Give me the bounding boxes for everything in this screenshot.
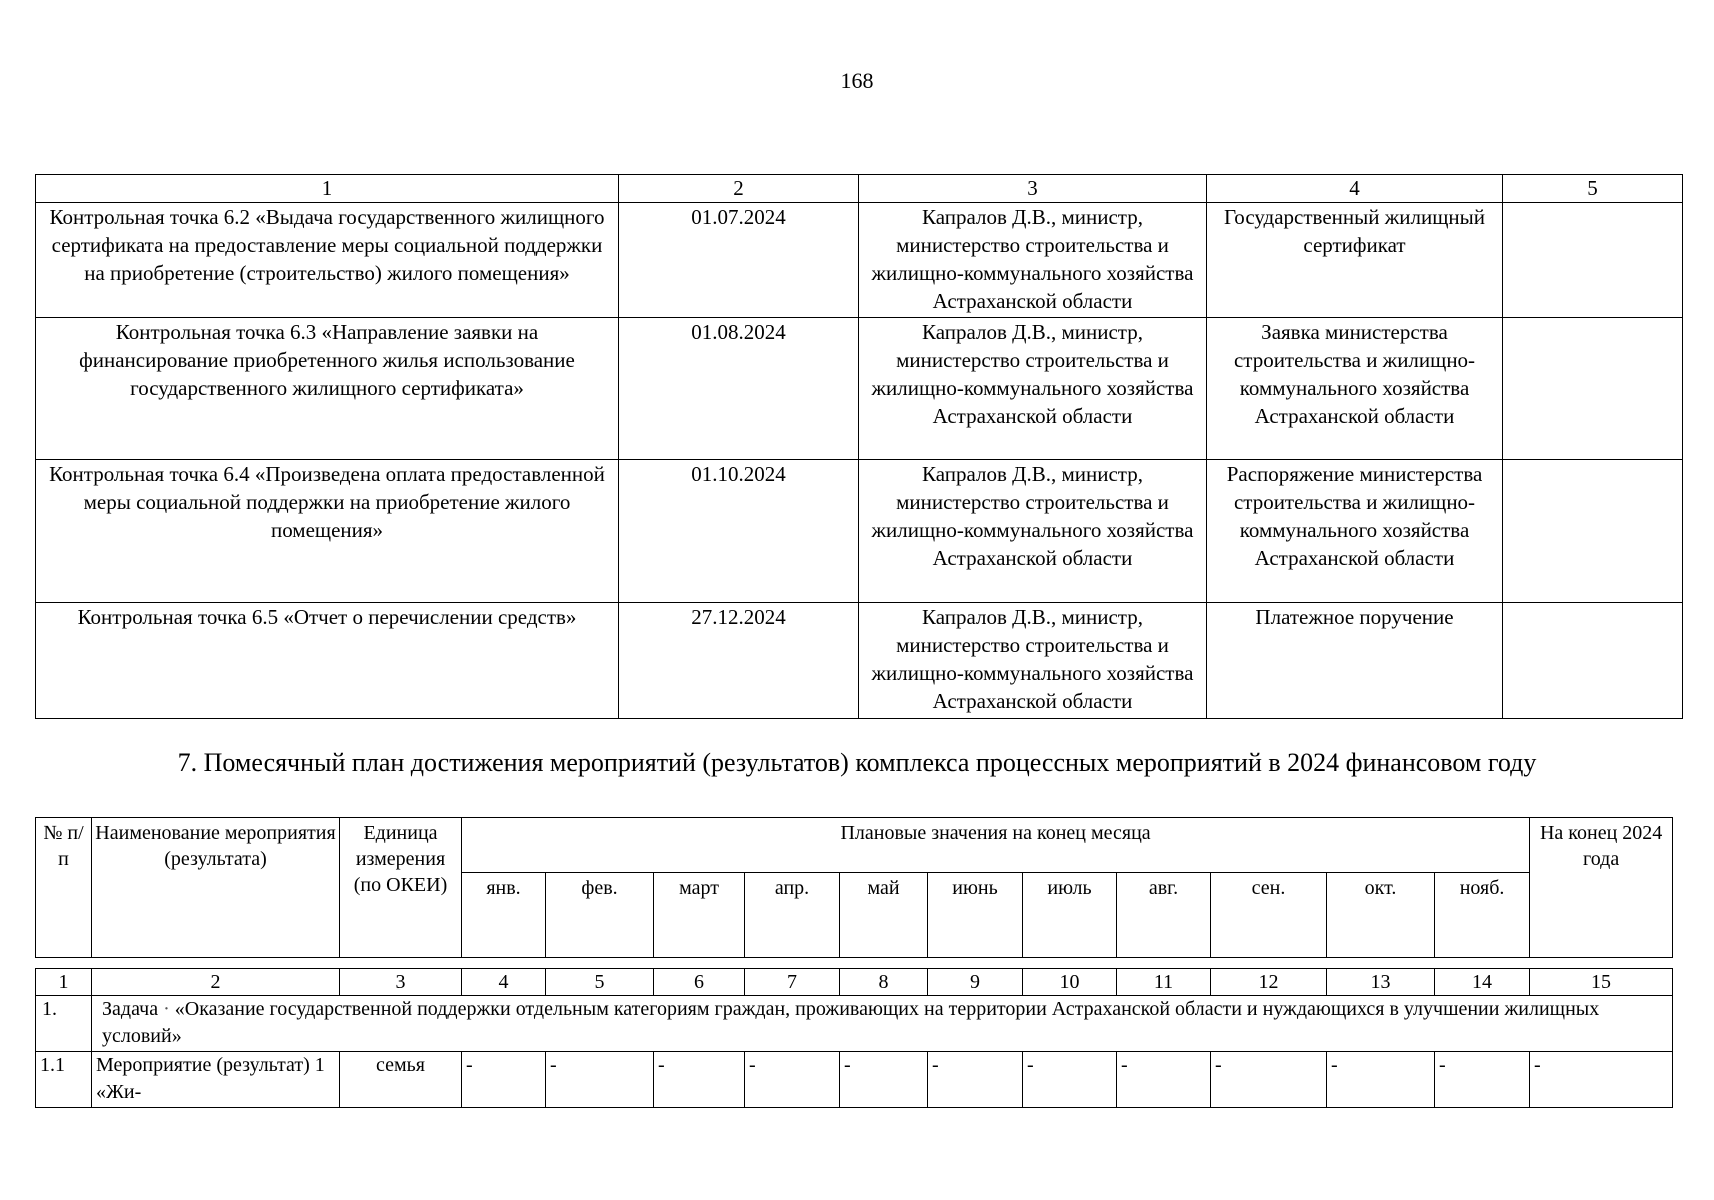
- header-cell: 1: [36, 175, 619, 203]
- page-number: 168: [840, 68, 874, 93]
- monthly-plan-body-table: [35, 968, 1673, 1108]
- column-number: 7: [745, 969, 840, 996]
- column-number: 10: [1023, 969, 1117, 996]
- col-unit-header: Единица измерения (по ОКЕИ): [340, 818, 462, 958]
- control-points-table: [35, 174, 1683, 719]
- header-cell: 4: [1207, 175, 1503, 203]
- activity-number: 1.1: [36, 1052, 92, 1108]
- month-header: авг.: [1117, 873, 1211, 958]
- month-header: нояб.: [1435, 873, 1530, 958]
- column-number: 3: [340, 969, 462, 996]
- month-header: март: [654, 873, 745, 958]
- control-point-document: Платежное поручение: [1207, 603, 1503, 719]
- month-header: май: [840, 873, 928, 958]
- table-row: [36, 203, 1683, 318]
- activity-value: -: [462, 1052, 546, 1108]
- control-point-col5: [1503, 203, 1683, 318]
- column-number: 1: [36, 969, 92, 996]
- column-number: 5: [546, 969, 654, 996]
- col-name-header: Наименование мероприятия (результата): [92, 818, 340, 958]
- control-point-date: 01.08.2024: [619, 318, 859, 460]
- column-number: 12: [1211, 969, 1327, 996]
- control-point-date: 01.10.2024: [619, 460, 859, 603]
- activity-value: -: [546, 1052, 654, 1108]
- control-point-date: 27.12.2024: [619, 603, 859, 719]
- column-number: 13: [1327, 969, 1435, 996]
- activity-value: -: [654, 1052, 745, 1108]
- control-point-name: Контрольная точка 6.4 «Произведена оплата предоставленной меры социальной поддержки на приобретение жилого помещения»: [36, 460, 619, 603]
- activity-value: -: [1211, 1052, 1327, 1108]
- month-header: фев.: [546, 873, 654, 958]
- table-row: [36, 603, 1683, 719]
- plan-header-top-row: [36, 818, 1673, 873]
- month-header: апр.: [745, 873, 840, 958]
- task-number: 1.: [36, 996, 92, 1052]
- control-point-responsible: Капралов Д.В., министр, министерство строительства и жилищно-коммунального хозяйства Астраханской области: [859, 203, 1207, 318]
- control-point-name: Контрольная точка 6.3 «Направление заявки на финансирование приобретенного жилья использование государственного жилищного сертификата»: [36, 318, 619, 460]
- activity-name: Мероприятие (результат) 1 «Жи-: [92, 1052, 340, 1108]
- header-cell: 5: [1503, 175, 1683, 203]
- task-row: [36, 996, 1673, 1052]
- activity-value: -: [745, 1052, 840, 1108]
- task-label: Задача: [102, 998, 159, 1020]
- activity-value: -: [1117, 1052, 1211, 1108]
- control-point-responsible: Капралов Д.В., министр, министерство строительства и жилищно-коммунального хозяйства Астраханской области: [859, 603, 1207, 719]
- month-header: янв.: [462, 873, 546, 958]
- col-planned-header: Плановые значения на конец месяца: [462, 818, 1530, 873]
- activity-value: -: [840, 1052, 928, 1108]
- column-number: 9: [928, 969, 1023, 996]
- section-heading: 7. Помесячный план достижения мероприятий (результатов) комплекса процессных мероприятий в 2024 финансовом году: [177, 748, 1537, 777]
- activity-value: -: [1435, 1052, 1530, 1108]
- activity-value: -: [1327, 1052, 1435, 1108]
- column-numbers-row: [36, 969, 1673, 996]
- control-point-col5: [1503, 460, 1683, 603]
- control-point-name: Контрольная точка 6.5 «Отчет о перечислении средств»: [36, 603, 619, 719]
- column-number: 4: [462, 969, 546, 996]
- monthly-plan-header-table: [35, 817, 1673, 958]
- control-point-document: Распоряжение министерства строительства и жилищно-коммунального хозяйства Астраханской области: [1207, 460, 1503, 603]
- control-point-responsible: Капралов Д.В., министр, министерство строительства и жилищно-коммунального хозяйства Астраханской области: [859, 460, 1207, 603]
- activity-value: -: [1530, 1052, 1673, 1108]
- task-cell: Задача · «Оказание государственной поддержки отдельным категориям граждан, проживающих на территории Астраханской области и нуждающихся в улучшении жилищных условий»: [92, 996, 1673, 1052]
- table-row: [36, 318, 1683, 460]
- control-point-col5: [1503, 318, 1683, 460]
- task-text: «Оказание государственной поддержки отдельным категориям граждан, проживающих на территории Астраханской области и нуждающихся в улучшении жилищных условий»: [102, 998, 1600, 1047]
- control-point-document: Государственный жилищный сертификат: [1207, 203, 1503, 318]
- column-number: 8: [840, 969, 928, 996]
- control-point-col5: [1503, 603, 1683, 719]
- column-number: 2: [92, 969, 340, 996]
- activity-unit: семья: [340, 1052, 462, 1108]
- col-year-end-header: На конец 2024 года: [1530, 818, 1673, 958]
- control-point-responsible: Капралов Д.В., министр, министерство строительства и жилищно-коммунального хозяйства Астраханской области: [859, 318, 1207, 460]
- activity-value: -: [1023, 1052, 1117, 1108]
- col-number-header: № п/п: [36, 818, 92, 958]
- header-cell: 2: [619, 175, 859, 203]
- month-header: окт.: [1327, 873, 1435, 958]
- month-header: июль: [1023, 873, 1117, 958]
- activity-value: -: [928, 1052, 1023, 1108]
- table-row: [36, 460, 1683, 603]
- control-point-date: 01.07.2024: [619, 203, 859, 318]
- column-number: 14: [1435, 969, 1530, 996]
- column-number: 11: [1117, 969, 1211, 996]
- month-header: сен.: [1211, 873, 1327, 958]
- column-number: 6: [654, 969, 745, 996]
- control-point-name: Контрольная точка 6.2 «Выдача государственного жилищного сертификата на предоставление меры социальной поддержки на приобретение (строительство) жилого помещения»: [36, 203, 619, 318]
- activity-row: [36, 1052, 1673, 1108]
- table-header-row: [36, 175, 1683, 203]
- header-cell: 3: [859, 175, 1207, 203]
- control-point-document: Заявка министерства строительства и жилищно-коммунального хозяйства Астраханской области: [1207, 318, 1503, 460]
- column-number: 15: [1530, 969, 1673, 996]
- month-header: июнь: [928, 873, 1023, 958]
